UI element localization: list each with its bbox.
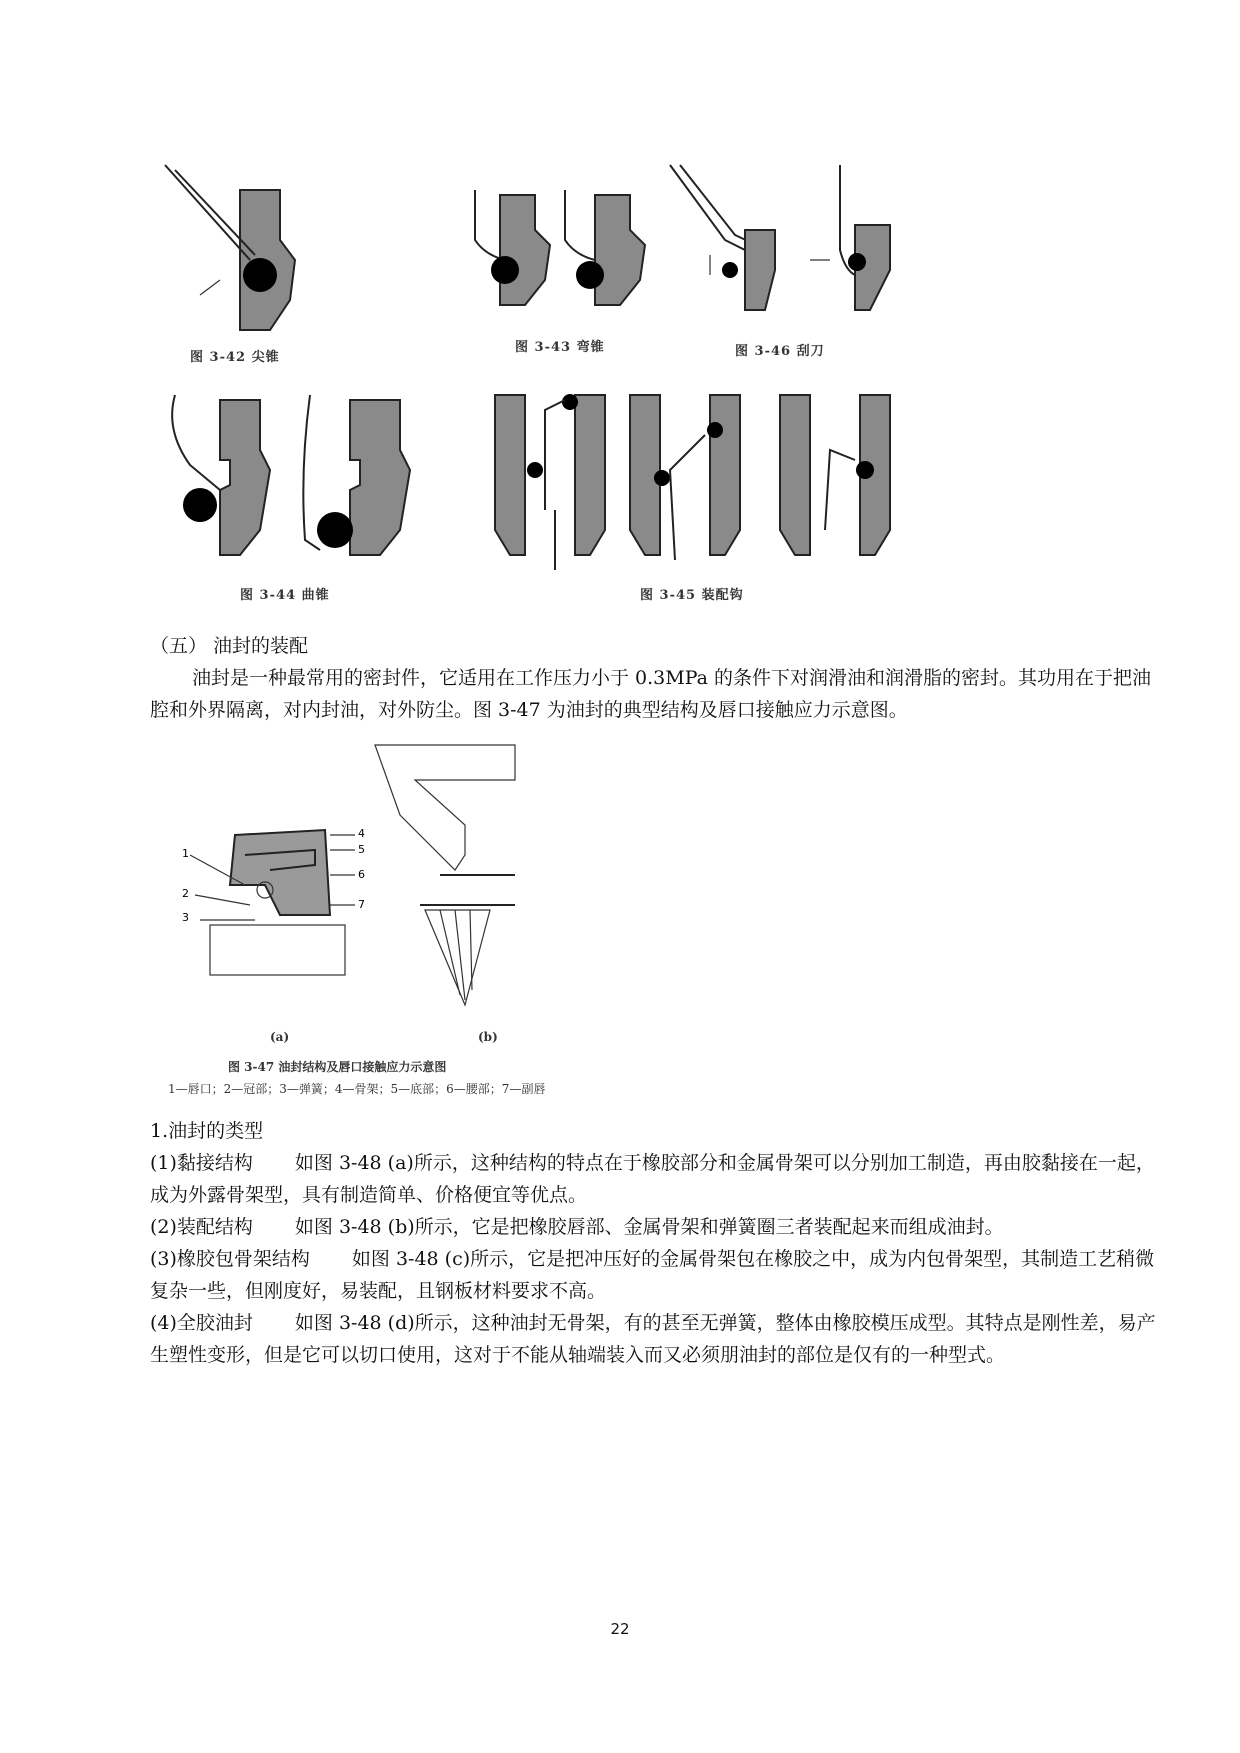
- figure-3-44: [160, 390, 420, 570]
- item-2-label: (2)装配结构: [150, 1216, 253, 1238]
- figure-3-44-caption: 图 3-44 曲锥: [240, 588, 330, 603]
- item-1-text: 如图 3-48 (a)所示，这种结构的特点在于橡胶部分和金属骨架可以分别加工制造，再由胶黏接在一起，成为外露骨架型，具有制造简单、价格便宜等优点。: [150, 1152, 1155, 1206]
- page-number: 22: [610, 1620, 630, 1638]
- fig347-callout-2: 2: [182, 887, 189, 900]
- item-1: [150, 1147, 1160, 1211]
- item-4: [150, 1307, 1160, 1371]
- figure-3-47-caption: 图 3-47 油封结构及唇口接触应力示意图: [228, 1060, 447, 1074]
- figure-3-42: [160, 160, 310, 350]
- item-2-text: 如图 3-48 (b)所示，它是把橡胶唇部、金属骨架和弹簧圈三者装配起来而组成油封。: [294, 1216, 1004, 1238]
- figure-3-46: [665, 160, 905, 335]
- figure-3-43: [455, 180, 655, 330]
- heading-text: （五） 油封的装配: [150, 635, 309, 657]
- figure-3-43-caption: 图 3-43 弯锥: [515, 340, 605, 355]
- figure-3-45: [485, 390, 925, 580]
- item-4-label: (4)全胶油封: [150, 1312, 253, 1334]
- figure-3-47-legend: 1—唇口；2—冠部；3—弹簧；4—骨架；5—底部；6—腰部；7—副唇: [168, 1082, 546, 1096]
- fig347-callout-1: 1: [182, 847, 189, 860]
- item-2: [150, 1211, 1160, 1243]
- item-3-label: (3)橡胶包骨架结构: [150, 1248, 310, 1270]
- fig347-callout-3: 3: [182, 911, 189, 924]
- types-section: [150, 1115, 1160, 1371]
- fig347-a-label: (a): [270, 1030, 290, 1044]
- figure-3-47: [182, 745, 550, 1045]
- fig347-callout-6: 6: [358, 868, 365, 881]
- fig347-callout-5: 5: [358, 843, 365, 856]
- types-title: 1.油封的类型: [150, 1120, 264, 1142]
- fig347-b-label: (b): [478, 1030, 498, 1044]
- fig347-callout-7: 7: [358, 898, 365, 911]
- figure-3-46-caption: 图 3-46 刮刀: [735, 344, 825, 359]
- intro-paragraph: [150, 662, 1160, 726]
- figure-3-45-caption: 图 3-45 装配钩: [640, 588, 744, 603]
- item-1-label: (1)黏接结构: [150, 1152, 253, 1174]
- item-4-text: 如图 3-48 (d)所示，这种油封无骨架，有的甚至无弹簧，整体由橡胶模压成型。其特点是刚性差，易产生塑性变形，但是它可以切口使用，这对于不能从轴端装入而又必须朋油封的部位是仅有的一种型式。: [150, 1312, 1156, 1366]
- figure-3-42-caption: 图 3-42 尖锥: [190, 350, 280, 365]
- section-heading: [150, 630, 1160, 662]
- item-3-text: 如图 3-48 (c)所示，它是把冲压好的金属骨架包在橡胶之中，成为内包骨架型，其制造工艺稍微复杂一些，但刚度好，易装配，且钢板材料要求不高。: [150, 1248, 1155, 1302]
- intro-text: 油封是一种最常用的密封件，它适用在工作压力小于 0.3MPa 的条件下对润滑油和润滑脂的密封。其功用在于把油腔和外界隔离，对内封油，对外防尘。图 3-47 为油封的典型结构及唇口接触应力示意图。: [150, 667, 1152, 721]
- fig347-callout-4: 4: [358, 827, 365, 840]
- item-3: [150, 1243, 1160, 1307]
